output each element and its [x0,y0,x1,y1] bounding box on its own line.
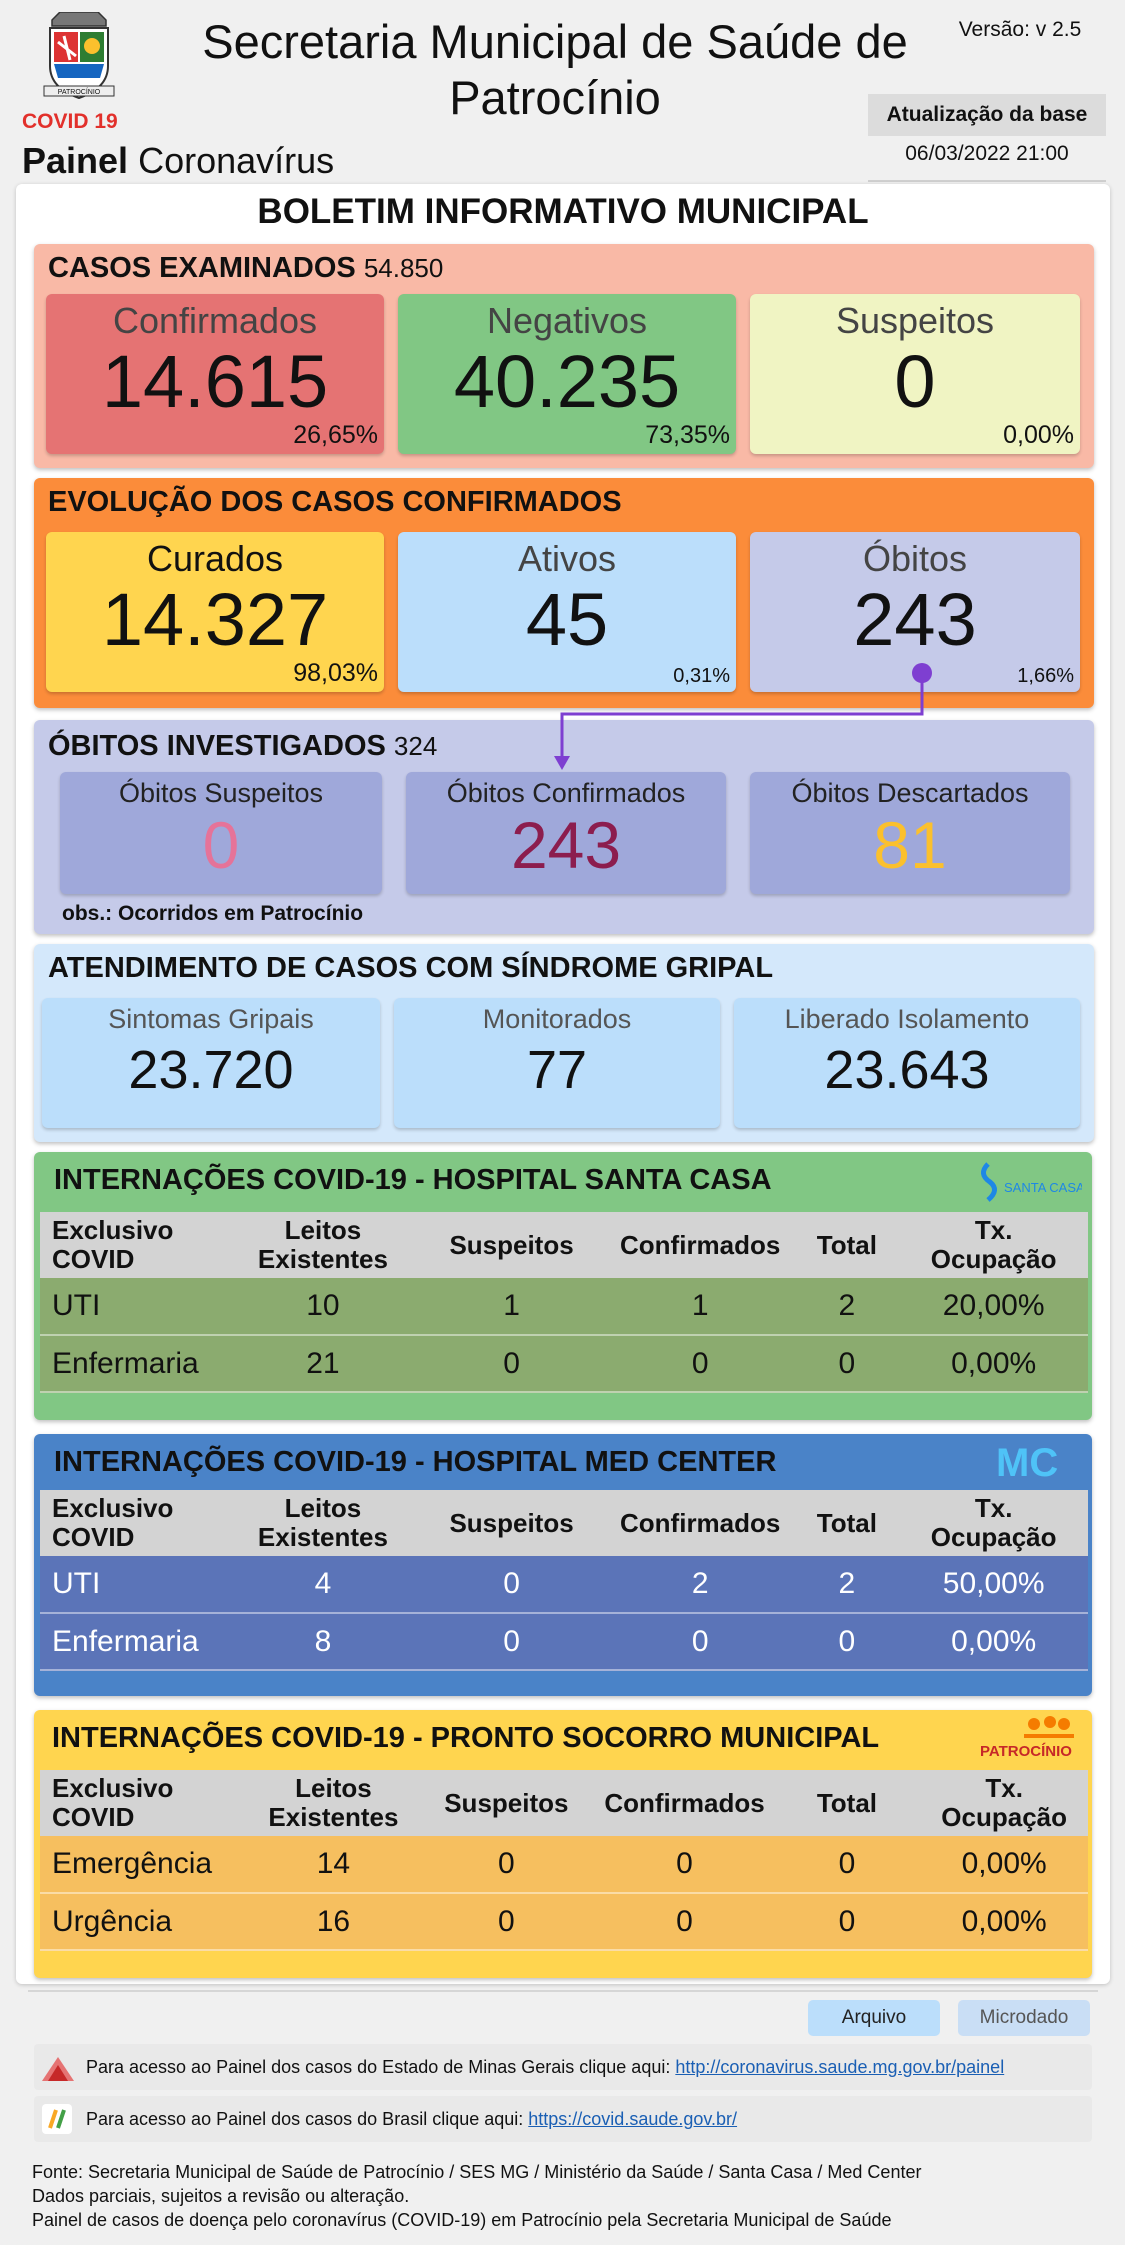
section-title: ÓBITOS INVESTIGADOS 324 [48,730,438,762]
section-title: EVOLUÇÃO DOS CASOS CONFIRMADOS [48,486,622,518]
table-row: Enfermaria 21 0 0 0 0,00% [40,1335,1088,1392]
svg-text:PATROCÍNIO: PATROCÍNIO [57,89,101,96]
table-row: Enfermaria 8 0 0 0 0,00% [40,1613,1088,1670]
card-recovered: Curados 14.327 98,03% [46,532,384,692]
panel-title: Painel Coronavírus [22,140,335,181]
card-suspected-deaths: Óbitos Suspeitos 0 [60,772,382,894]
update-label: Atualização da base [868,94,1106,136]
br-panel-link[interactable]: https://covid.saude.gov.br/ [528,2109,738,2129]
svg-text:SANTA CASA: SANTA CASA [1004,1180,1082,1195]
section-investigated-deaths [34,720,1094,934]
microdata-button[interactable]: Microdado [958,2000,1090,2036]
table-row: UTI 4 0 2 2 50,00% [40,1556,1088,1613]
footer-source: Fonte: Secretaria Municipal de Saúde de Patrocínio / SES MG / Ministério da Saúde / Santa Casa / Med Center [32,2162,922,2182]
version-label: Versão: v 2.5 [958,18,1082,41]
examined-total: 54.850 [363,253,444,283]
table-row: Urgência 16 0 0 0 0,00% [40,1893,1088,1950]
section-med-center [34,1434,1092,1696]
section-flu-syndrome [34,944,1094,1142]
table-row: UTI 10 1 1 2 20,00% [40,1278,1088,1335]
card-negative: Negativos 40.235 73,35% [398,294,736,454]
med-center-logo [992,1436,1082,1488]
archive-button[interactable]: Arquivo [808,2000,940,2036]
section-title: CASOS EXAMINADOS 54.850 [48,252,444,284]
section-confirmed-evolution [34,478,1094,708]
section-title: INTERNAÇÕES COVID-19 - HOSPITAL SANTA CASA [54,1164,772,1196]
section-examined-cases [34,244,1094,468]
svg-text:MC: MC [996,1441,1059,1485]
card-confirmed: Confirmados 14.615 26,65% [46,294,384,454]
section-title: ATENDIMENTO DE CASOS COM SÍNDROME GRIPAL [48,952,774,984]
card-deaths: Óbitos 243 1,66% [750,532,1080,692]
card-flu-symptoms: Sintomas Gripais 23.720 [42,998,380,1128]
section-title: INTERNAÇÕES COVID-19 - HOSPITAL MED CENTER [54,1446,777,1478]
covid19-tag: COVID 19 [22,110,118,133]
card-confirmed-deaths: Óbitos Confirmados 243 [406,772,726,894]
patrocinio-logo [974,1712,1084,1764]
footer [32,2160,1102,2232]
med-center-table: Exclusivo COVID Leitos Existentes Suspeitos Confirmados Total Tx. Ocupação UTI 4 0 2 2 50,00% Enfermaria 8 0 0 0 0,00% [40,1490,1088,1671]
brazil-icon [42,2104,72,2134]
section-title: INTERNAÇÕES COVID-19 - PRONTO SOCORRO MUNICIPAL [52,1722,880,1754]
table-row: Emergência 14 0 0 0 0,00% [40,1836,1088,1893]
section-pronto-socorro [34,1710,1092,1978]
investigated-total: 324 [393,731,438,761]
mg-panel-link-row: Para acesso ao Painel dos casos do Estado de Minas Gerais clique aqui: http://coronavirus.saude.mg.gov.br/painel [34,2044,1092,2090]
section-santa-casa [34,1152,1092,1420]
divider [28,1990,1098,1992]
bulletin-title: BOLETIM INFORMATIVO MUNICIPAL [257,192,869,231]
footer-description: Painel de casos de doença pelo coronavírus (COVID-19) em Patrocínio pela Secretaria Municipal de Saúde [32,2210,892,2230]
city-coat-of-arms-logo [40,12,118,106]
br-panel-link-row: Para acesso ao Painel dos casos do Brasil clique aqui: https://covid.saude.gov.br/ [34,2096,1092,2142]
card-active: Ativos 45 0,31% [398,532,736,692]
card-suspected: Suspeitos 0 0,00% [750,294,1080,454]
card-isolation-released: Liberado Isolamento 23.643 [734,998,1080,1128]
mg-state-icon [40,2054,76,2082]
update-divider [868,180,1106,182]
pronto-socorro-table: Exclusivo COVID Leitos Existentes Suspeitos Confirmados Total Tx. Ocupação Emergência 14 0 0 0 0,00% Urgência 16 0 0 0 0,00% [40,1770,1088,1951]
santa-casa-table: Exclusivo COVID Leitos Existentes Suspeitos Confirmados Total Tx. Ocupação UTI 10 1 1 2 20,00% Enfermaria 21 0 0 0 0,00% [40,1212,1088,1393]
page-title: Secretaria Municipal de Saúde de Patrocínio [202,15,908,124]
card-monitored: Monitorados 77 [394,998,720,1128]
svg-text:PATROCÍNIO: PATROCÍNIO [980,1743,1072,1760]
footer-disclaimer: Dados parciais, sujeitos a revisão ou alteração. [32,2186,410,2206]
mg-panel-link[interactable]: http://coronavirus.saude.mg.gov.br/painel [675,2057,1005,2077]
update-date: 06/03/2022 21:00 [905,142,1069,165]
card-discarded-deaths: Óbitos Descartados 81 [750,772,1070,894]
deaths-observation: obs.: Ocorridos em Patrocínio [62,902,364,925]
santa-casa-logo [978,1158,1082,1204]
